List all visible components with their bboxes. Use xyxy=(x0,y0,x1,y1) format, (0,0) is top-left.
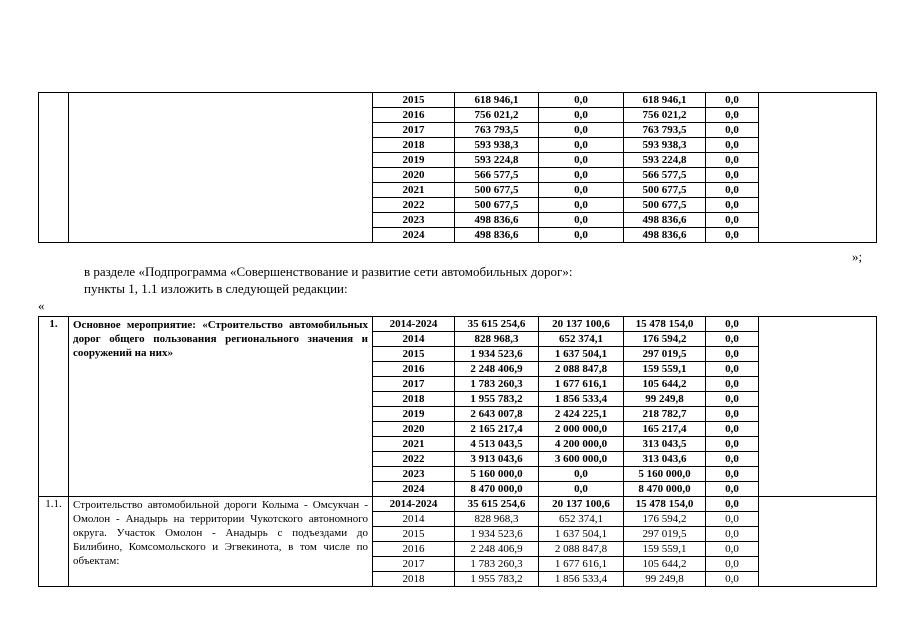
new-table xyxy=(38,316,877,587)
year-cell: 2016 xyxy=(373,542,455,557)
year-cell: 2017 xyxy=(373,377,455,392)
federal-cell: 1 637 504,1 xyxy=(539,347,624,362)
federal-cell: 652 374,1 xyxy=(539,512,624,527)
other-cell: 0,0 xyxy=(706,168,759,183)
year-cell: 2018 xyxy=(373,572,455,587)
year-cell: 2021 xyxy=(373,437,455,452)
other-cell: 0,0 xyxy=(706,347,759,362)
total-cell: 5 160 000,0 xyxy=(455,467,539,482)
other-cell: 0,0 xyxy=(706,557,759,572)
total-cell: 1 783 260,3 xyxy=(455,557,539,572)
federal-cell: 1 637 504,1 xyxy=(539,527,624,542)
closing-quote: »; xyxy=(852,249,863,264)
year-cell: 2016 xyxy=(373,362,455,377)
regional-cell: 498 836,6 xyxy=(624,213,706,228)
other-cell: 0,0 xyxy=(706,392,759,407)
federal-cell: 0,0 xyxy=(539,168,624,183)
federal-cell: 2 000 000,0 xyxy=(539,422,624,437)
total-cell: 828 968,3 xyxy=(455,332,539,347)
other-cell: 0,0 xyxy=(706,497,759,512)
regional-cell: 105 644,2 xyxy=(624,557,706,572)
total-cell: 3 913 043,6 xyxy=(455,452,539,467)
total-cell: 2 165 217,4 xyxy=(455,422,539,437)
description-cell xyxy=(69,93,373,243)
other-cell: 0,0 xyxy=(706,213,759,228)
federal-cell: 1 677 616,1 xyxy=(539,377,624,392)
item-number: 1. xyxy=(39,317,69,497)
number-cell xyxy=(39,93,69,243)
note-cell xyxy=(759,317,877,497)
other-cell: 0,0 xyxy=(706,422,759,437)
other-cell: 0,0 xyxy=(706,452,759,467)
year-cell: 2020 xyxy=(373,422,455,437)
regional-cell: 313 043,5 xyxy=(624,437,706,452)
other-cell: 0,0 xyxy=(706,362,759,377)
total-cell: 500 677,5 xyxy=(455,183,539,198)
other-cell: 0,0 xyxy=(706,482,759,497)
year-cell: 2014-2024 xyxy=(373,317,455,332)
item-number: 1.1. xyxy=(39,497,69,587)
regional-cell: 593 224,8 xyxy=(624,153,706,168)
year-cell: 2017 xyxy=(373,557,455,572)
note-cell xyxy=(759,497,877,587)
total-cell: 2 248 406,9 xyxy=(455,542,539,557)
other-cell: 0,0 xyxy=(706,123,759,138)
federal-cell: 652 374,1 xyxy=(539,332,624,347)
federal-cell: 0,0 xyxy=(539,108,624,123)
item-description: Основное мероприятие: «Строительство автомобильных дорог общего пользования регионального значения и сооружений на них» xyxy=(69,317,373,497)
other-cell: 0,0 xyxy=(706,377,759,392)
item-description: Строительство автомобильной дороги Колыма - Омсукчан - Омолон - Анадырь на территории Чукотского автономного округа. Участок Омолон - Анадырь с подъездами до Билибино, Комсомольского и Эгвекинота, в том числе по объектам: xyxy=(69,497,373,587)
regional-cell: 15 478 154,0 xyxy=(624,317,706,332)
other-cell: 0,0 xyxy=(706,228,759,243)
year-cell: 2014 xyxy=(373,512,455,527)
year-cell: 2015 xyxy=(373,527,455,542)
federal-cell: 3 600 000,0 xyxy=(539,452,624,467)
federal-cell: 2 088 847,8 xyxy=(539,362,624,377)
other-cell: 0,0 xyxy=(706,407,759,422)
total-cell: 593 938,3 xyxy=(455,138,539,153)
other-cell: 0,0 xyxy=(706,542,759,557)
federal-cell: 0,0 xyxy=(539,198,624,213)
year-cell: 2018 xyxy=(373,138,455,153)
year-cell: 2014-2024 xyxy=(373,497,455,512)
regional-cell: 218 782,7 xyxy=(624,407,706,422)
regional-cell: 5 160 000,0 xyxy=(624,467,706,482)
total-cell: 498 836,6 xyxy=(455,228,539,243)
total-cell: 1 955 783,2 xyxy=(455,392,539,407)
other-cell: 0,0 xyxy=(706,467,759,482)
table-row xyxy=(39,93,877,108)
year-cell: 2015 xyxy=(373,347,455,362)
total-cell: 2 248 406,9 xyxy=(455,362,539,377)
regional-cell: 566 577,5 xyxy=(624,168,706,183)
section-instruction: в разделе «Подпрограмма «Совершенствование и развитие сети автомобильных дорог»: xyxy=(84,264,573,279)
federal-cell: 0,0 xyxy=(539,213,624,228)
total-cell: 1 934 523,6 xyxy=(455,347,539,362)
other-cell: 0,0 xyxy=(706,183,759,198)
total-cell: 1 955 783,2 xyxy=(455,572,539,587)
federal-cell: 1 677 616,1 xyxy=(539,557,624,572)
year-cell: 2016 xyxy=(373,108,455,123)
year-cell: 2019 xyxy=(373,153,455,168)
total-cell: 756 021,2 xyxy=(455,108,539,123)
regional-cell: 500 677,5 xyxy=(624,183,706,198)
other-cell: 0,0 xyxy=(706,108,759,123)
other-cell: 0,0 xyxy=(706,527,759,542)
total-cell: 35 615 254,6 xyxy=(455,497,539,512)
total-cell: 763 793,5 xyxy=(455,123,539,138)
total-cell: 500 677,5 xyxy=(455,198,539,213)
other-cell: 0,0 xyxy=(706,93,759,108)
year-cell: 2024 xyxy=(373,482,455,497)
regional-cell: 297 019,5 xyxy=(624,527,706,542)
federal-cell: 0,0 xyxy=(539,93,624,108)
total-cell: 4 513 043,5 xyxy=(455,437,539,452)
regional-cell: 105 644,2 xyxy=(624,377,706,392)
year-cell: 2022 xyxy=(373,452,455,467)
total-cell: 2 643 007,8 xyxy=(455,407,539,422)
other-cell: 0,0 xyxy=(706,572,759,587)
other-cell: 0,0 xyxy=(706,332,759,347)
regional-cell: 159 559,1 xyxy=(624,362,706,377)
table-row xyxy=(39,497,877,512)
regional-cell: 99 249,8 xyxy=(624,392,706,407)
regional-cell: 756 021,2 xyxy=(624,108,706,123)
year-cell: 2014 xyxy=(373,332,455,347)
year-cell: 2021 xyxy=(373,183,455,198)
other-cell: 0,0 xyxy=(706,437,759,452)
federal-cell: 0,0 xyxy=(539,138,624,153)
regional-cell: 165 217,4 xyxy=(624,422,706,437)
total-cell: 498 836,6 xyxy=(455,213,539,228)
total-cell: 8 470 000,0 xyxy=(455,482,539,497)
regional-cell: 593 938,3 xyxy=(624,138,706,153)
other-cell: 0,0 xyxy=(706,138,759,153)
year-cell: 2020 xyxy=(373,168,455,183)
federal-cell: 0,0 xyxy=(539,183,624,198)
previous-table xyxy=(38,92,877,243)
regional-cell: 8 470 000,0 xyxy=(624,482,706,497)
year-cell: 2019 xyxy=(373,407,455,422)
federal-cell: 1 856 533,4 xyxy=(539,392,624,407)
other-cell: 0,0 xyxy=(706,317,759,332)
other-cell: 0,0 xyxy=(706,153,759,168)
federal-cell: 2 088 847,8 xyxy=(539,542,624,557)
federal-cell: 0,0 xyxy=(539,123,624,138)
year-cell: 2024 xyxy=(373,228,455,243)
federal-cell: 20 137 100,6 xyxy=(539,317,624,332)
federal-cell: 2 424 225,1 xyxy=(539,407,624,422)
federal-cell: 4 200 000,0 xyxy=(539,437,624,452)
federal-cell: 0,0 xyxy=(539,482,624,497)
regional-cell: 159 559,1 xyxy=(624,542,706,557)
year-cell: 2023 xyxy=(373,213,455,228)
federal-cell: 1 856 533,4 xyxy=(539,572,624,587)
total-cell: 1 783 260,3 xyxy=(455,377,539,392)
total-cell: 618 946,1 xyxy=(455,93,539,108)
federal-cell: 0,0 xyxy=(539,467,624,482)
regional-cell: 618 946,1 xyxy=(624,93,706,108)
federal-cell: 0,0 xyxy=(539,228,624,243)
note-cell xyxy=(759,93,877,243)
regional-cell: 297 019,5 xyxy=(624,347,706,362)
federal-cell: 0,0 xyxy=(539,153,624,168)
regional-cell: 498 836,6 xyxy=(624,228,706,243)
year-cell: 2017 xyxy=(373,123,455,138)
regional-cell: 176 594,2 xyxy=(624,512,706,527)
other-cell: 0,0 xyxy=(706,198,759,213)
regional-cell: 500 677,5 xyxy=(624,198,706,213)
total-cell: 35 615 254,6 xyxy=(455,317,539,332)
year-cell: 2018 xyxy=(373,392,455,407)
total-cell: 566 577,5 xyxy=(455,168,539,183)
regional-cell: 176 594,2 xyxy=(624,332,706,347)
other-cell: 0,0 xyxy=(706,512,759,527)
regional-cell: 99 249,8 xyxy=(624,572,706,587)
items-instruction: пункты 1, 1.1 изложить в следующей редакции: xyxy=(84,281,348,296)
year-cell: 2022 xyxy=(373,198,455,213)
year-cell: 2023 xyxy=(373,467,455,482)
total-cell: 1 934 523,6 xyxy=(455,527,539,542)
regional-cell: 313 043,6 xyxy=(624,452,706,467)
regional-cell: 15 478 154,0 xyxy=(624,497,706,512)
opening-quote: « xyxy=(38,298,45,313)
table-row xyxy=(39,317,877,332)
federal-cell: 20 137 100,6 xyxy=(539,497,624,512)
total-cell: 593 224,8 xyxy=(455,153,539,168)
total-cell: 828 968,3 xyxy=(455,512,539,527)
regional-cell: 763 793,5 xyxy=(624,123,706,138)
year-cell: 2015 xyxy=(373,93,455,108)
